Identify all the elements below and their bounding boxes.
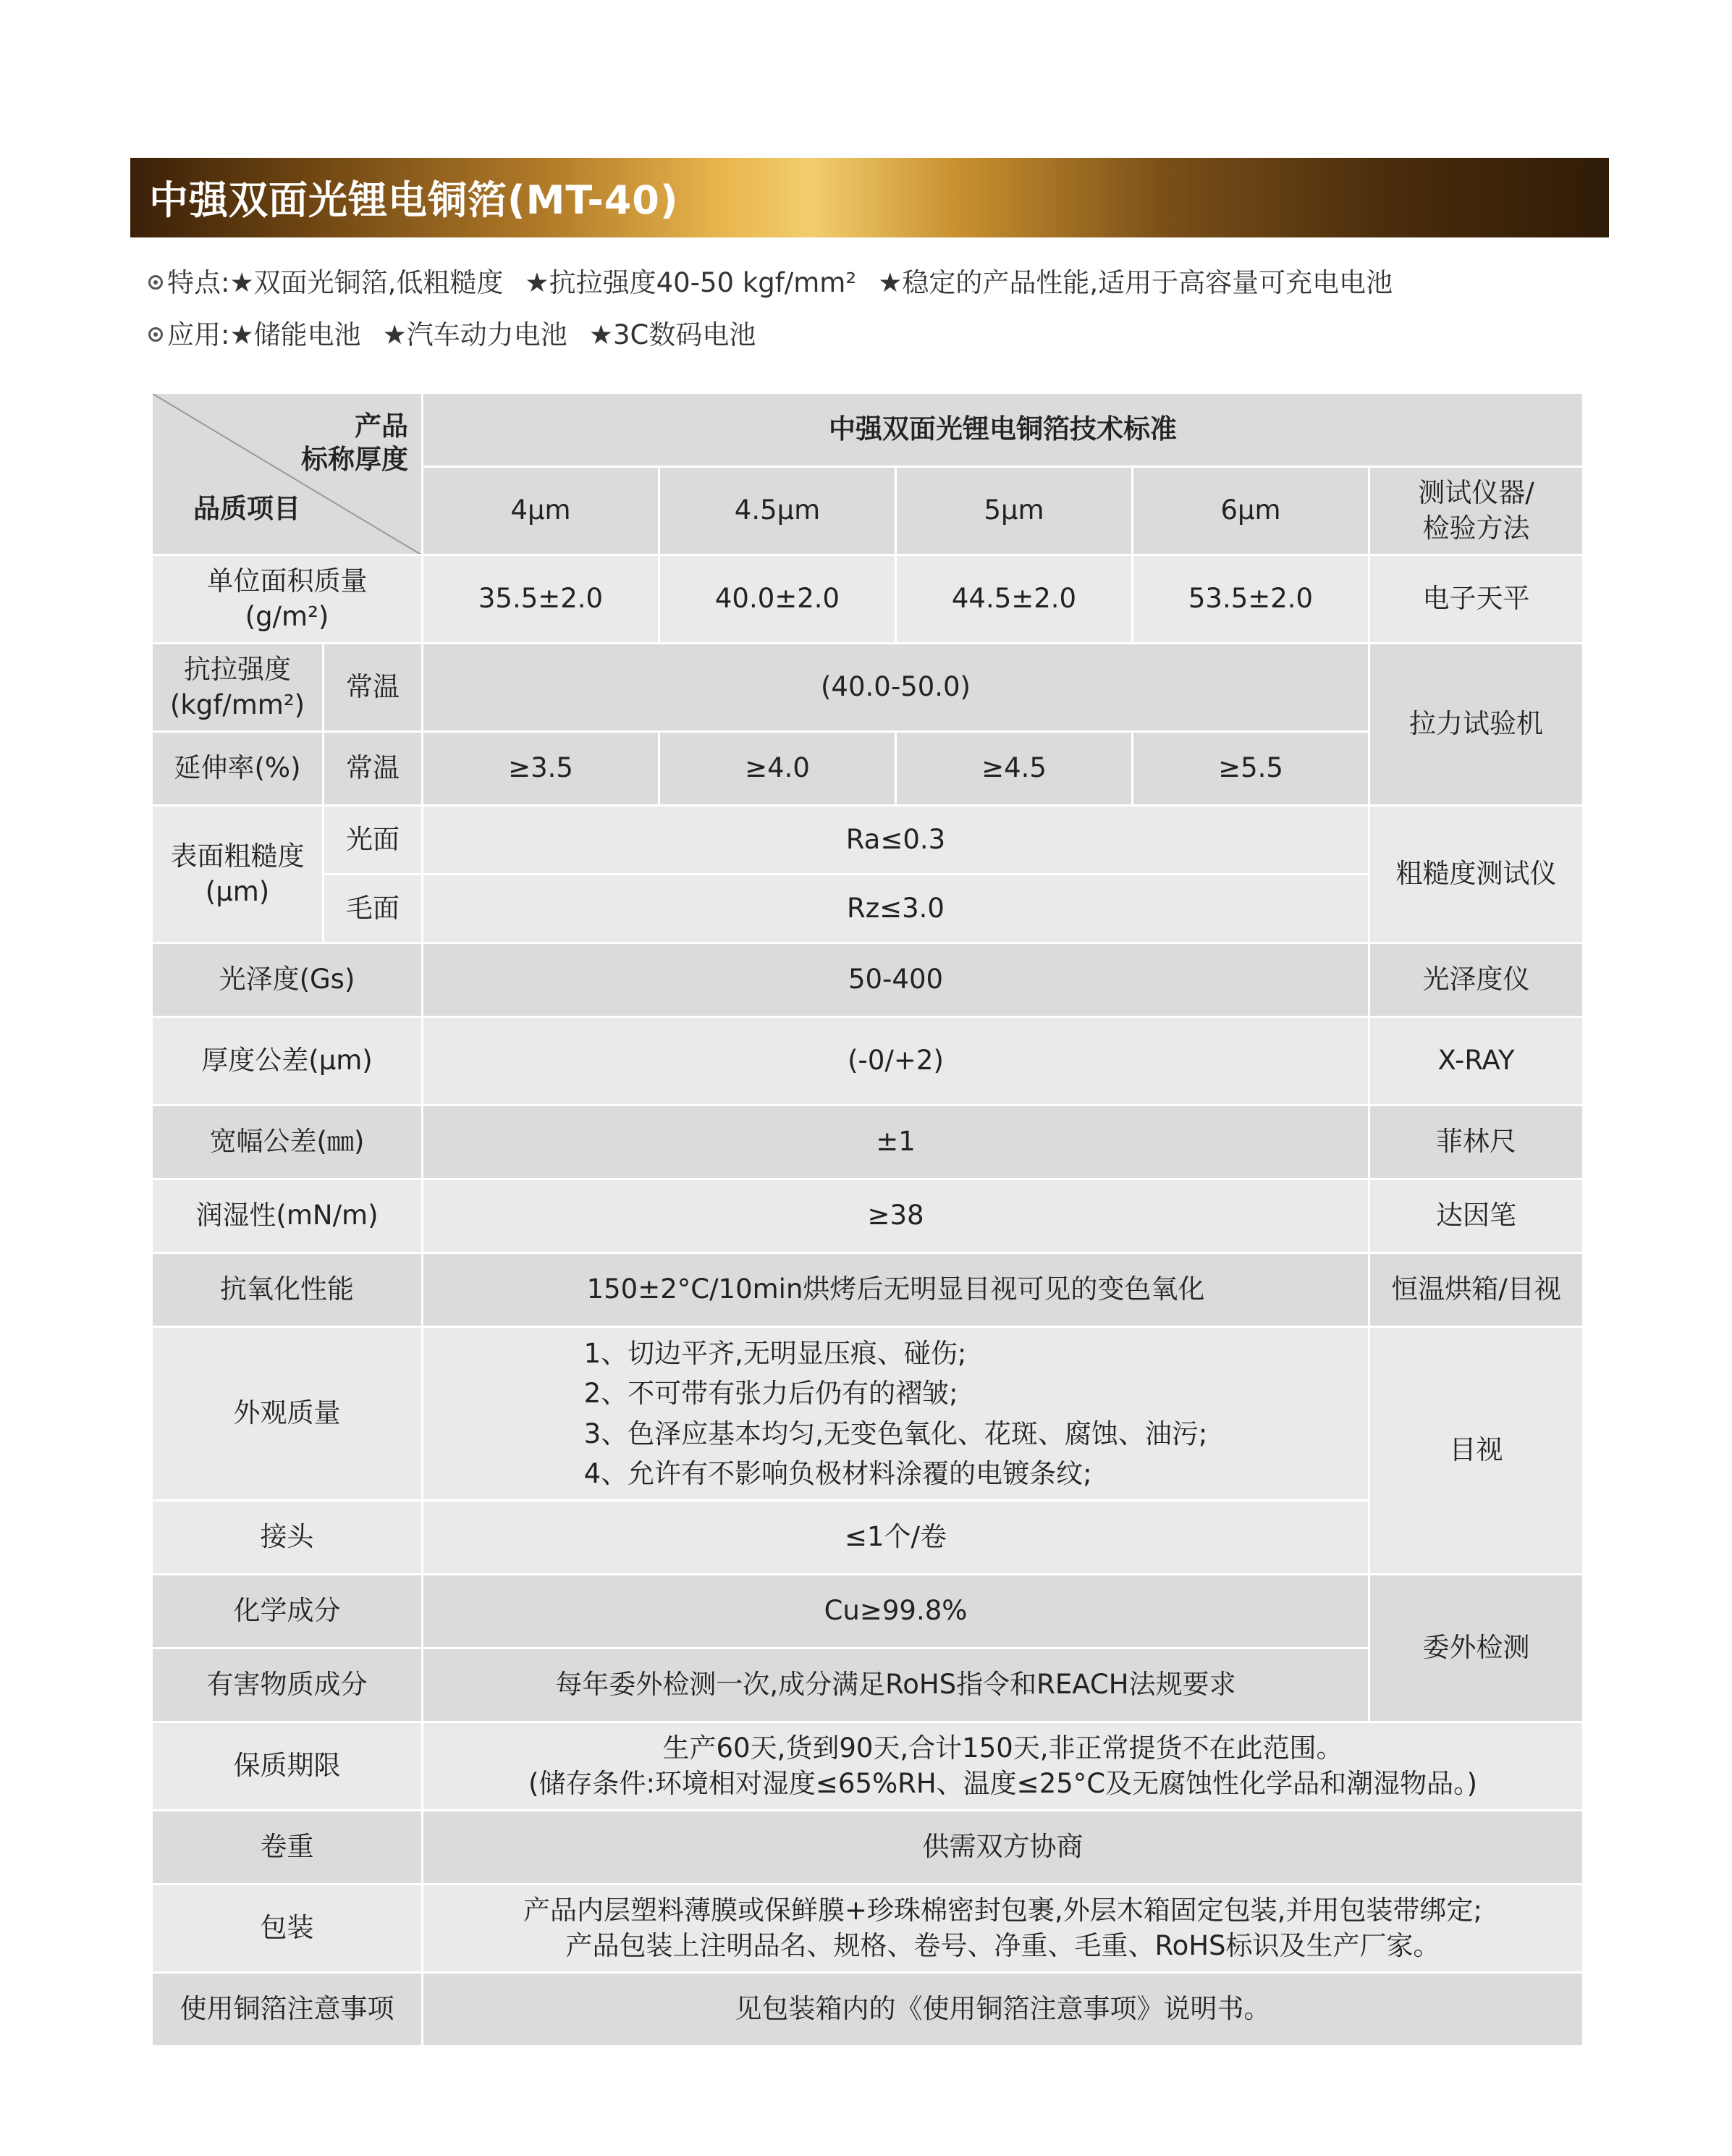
- row-label-line2: (g/m²): [245, 600, 329, 632]
- corner-top-line2: 标称厚度: [301, 444, 408, 476]
- packaging-line2: 产品包装上注明品名、规格、卷号、净重、毛重、RoHS标识及生产厂家。: [565, 1929, 1440, 1961]
- shelf-life-line1: 生产60天,货到90天,合计150天,非正常提货不在此范围。: [662, 1732, 1343, 1764]
- application-item: ★储能电池: [229, 319, 361, 350]
- features-label: 特点:: [167, 267, 230, 298]
- condition-cell: 常温: [324, 644, 423, 732]
- cell-value: ≥38: [423, 1179, 1369, 1253]
- thickness-header: 4.5μm: [659, 467, 896, 555]
- cell-value: 供需双方协商: [423, 1811, 1584, 1885]
- features-line: [148, 261, 1414, 300]
- row-label: 抗氧化性能: [152, 1253, 423, 1327]
- row-label: 宽幅公差(㎜): [152, 1106, 423, 1179]
- method-cell: 目视: [1369, 1327, 1584, 1575]
- method-cell: 电子天平: [1369, 555, 1584, 644]
- cell-value: 44.5±2.0: [896, 555, 1133, 644]
- row-label-line1: 单位面积质量: [206, 565, 368, 597]
- cell-value: ≥5.5: [1133, 732, 1369, 806]
- row-label: [152, 806, 324, 943]
- cell-value: (40.0-50.0): [423, 644, 1369, 732]
- feature-item: ★稳定的产品性能,适用于高容量可充电电池: [878, 267, 1393, 298]
- cell-value: ≤1个/卷: [423, 1501, 1369, 1575]
- corner-top-line1: 产品: [355, 410, 408, 442]
- method-header-line2: 检验方法: [1422, 512, 1530, 544]
- row-label: [152, 644, 324, 732]
- cell-value: ≥4.0: [659, 732, 896, 806]
- condition-cell: 常温: [324, 732, 423, 806]
- method-cell: 粗糙度测试仪: [1369, 806, 1584, 943]
- method-cell: 菲林尺: [1369, 1106, 1584, 1179]
- application-item: ★3C数码电池: [588, 319, 756, 350]
- cell-value: Cu≥99.8%: [423, 1575, 1369, 1648]
- cell-value: [423, 1722, 1584, 1811]
- application-item: ★汽车动力电池: [382, 319, 567, 350]
- row-label: 包装: [152, 1885, 423, 1973]
- row-label: 化学成分: [152, 1575, 423, 1648]
- cell-value: 每年委外检测一次,成分满足RoHS指令和REACH法规要求: [423, 1648, 1369, 1722]
- appearance-line: 4、允许有不影响负极材料涂覆的电镀条纹;: [583, 1458, 1092, 1489]
- applications-line: [148, 313, 777, 352]
- cell-value: ≥3.5: [423, 732, 659, 806]
- condition-cell: 毛面: [324, 875, 423, 943]
- row-label: 使用铜箔注意事项: [152, 1973, 423, 2047]
- packaging-line1: 产品内层塑料薄膜或保鲜膜+珍珠棉密封包裹,外层木箱固定包装,并用包装带绑定;: [523, 1895, 1483, 1926]
- cell-value: ≥4.5: [896, 732, 1133, 806]
- row-label-line1: 抗拉强度: [184, 654, 291, 686]
- cell-value: Ra≤0.3: [423, 806, 1369, 875]
- method-cell: 委外检测: [1369, 1575, 1584, 1722]
- method-header-line1: 测试仪器/: [1418, 477, 1534, 509]
- thickness-header: 4μm: [423, 467, 659, 555]
- row-label-line1: 表面粗糙度: [170, 841, 305, 872]
- cell-value: [423, 1885, 1584, 1973]
- bullet-icon: [148, 275, 163, 290]
- row-label: 润湿性(mN/m): [152, 1179, 423, 1253]
- row-label-line2: (kgf/mm²): [169, 689, 305, 720]
- row-label: 延伸率(%): [152, 732, 324, 806]
- feature-item: ★双面光铜箔,低粗糙度: [229, 267, 504, 298]
- method-header: [1369, 467, 1584, 555]
- thickness-header: 6μm: [1133, 467, 1369, 555]
- method-cell: 恒温烘箱/目视: [1369, 1253, 1584, 1327]
- standard-title: 中强双面光锂电铜箔技术标准: [423, 393, 1584, 467]
- cell-value: 40.0±2.0: [659, 555, 896, 644]
- cell-value: 35.5±2.0: [423, 555, 659, 644]
- bullet-icon: [148, 327, 163, 342]
- cell-value: 50-400: [423, 943, 1369, 1017]
- header-corner-cell: [152, 393, 423, 555]
- appearance-line: 2、不可带有张力后仍有的褶皱;: [583, 1378, 958, 1409]
- title-banner: [130, 158, 1609, 237]
- row-label: 厚度公差(μm): [152, 1017, 423, 1106]
- thickness-header: 5μm: [896, 467, 1133, 555]
- row-label: 接头: [152, 1501, 423, 1575]
- spec-table: [151, 392, 1584, 2047]
- applications-label: 应用:: [167, 319, 230, 350]
- appearance-lines: [584, 1334, 1208, 1494]
- cell-value: 见包装箱内的《使用铜箔注意事项》说明书。: [423, 1973, 1584, 2047]
- corner-top-label: [301, 410, 408, 477]
- row-label-line2: (μm): [205, 875, 270, 907]
- shelf-life-line2: (储存条件:环境相对湿度≤65%RH、温度≤25°C及无腐蚀性化学品和潮湿物品。): [528, 1767, 1478, 1799]
- cell-value: (-0/+2): [423, 1017, 1369, 1106]
- page-title: 中强双面光锂电铜箔(MT-40): [149, 177, 679, 223]
- cell-value: 53.5±2.0: [1133, 555, 1369, 644]
- corner-bottom-label: 品质项目: [193, 492, 300, 524]
- method-cell: 拉力试验机: [1369, 644, 1584, 806]
- feature-item: ★抗拉强度40-50 kgf/mm²: [525, 267, 857, 298]
- row-label: 外观质量: [152, 1327, 423, 1501]
- appearance-line: 3、色泽应基本均匀,无变色氧化、花斑、腐蚀、油污;: [583, 1418, 1208, 1449]
- appearance-cell: [423, 1327, 1369, 1501]
- method-cell: X-RAY: [1369, 1017, 1584, 1106]
- cell-value: Rz≤3.0: [423, 875, 1369, 943]
- condition-cell: 光面: [324, 806, 423, 875]
- method-cell: 光泽度仪: [1369, 943, 1584, 1017]
- row-label: 卷重: [152, 1811, 423, 1885]
- row-label: 光泽度(Gs): [152, 943, 423, 1017]
- row-label: 保质期限: [152, 1722, 423, 1811]
- appearance-line: 1、切边平齐,无明显压痕、碰伤;: [583, 1337, 967, 1369]
- cell-value: ±1: [423, 1106, 1369, 1179]
- row-label: [152, 555, 423, 644]
- row-label: 有害物质成分: [152, 1648, 423, 1722]
- cell-value: 150±2°C/10min烘烤后无明显目视可见的变色氧化: [423, 1253, 1369, 1327]
- method-cell: 达因笔: [1369, 1179, 1584, 1253]
